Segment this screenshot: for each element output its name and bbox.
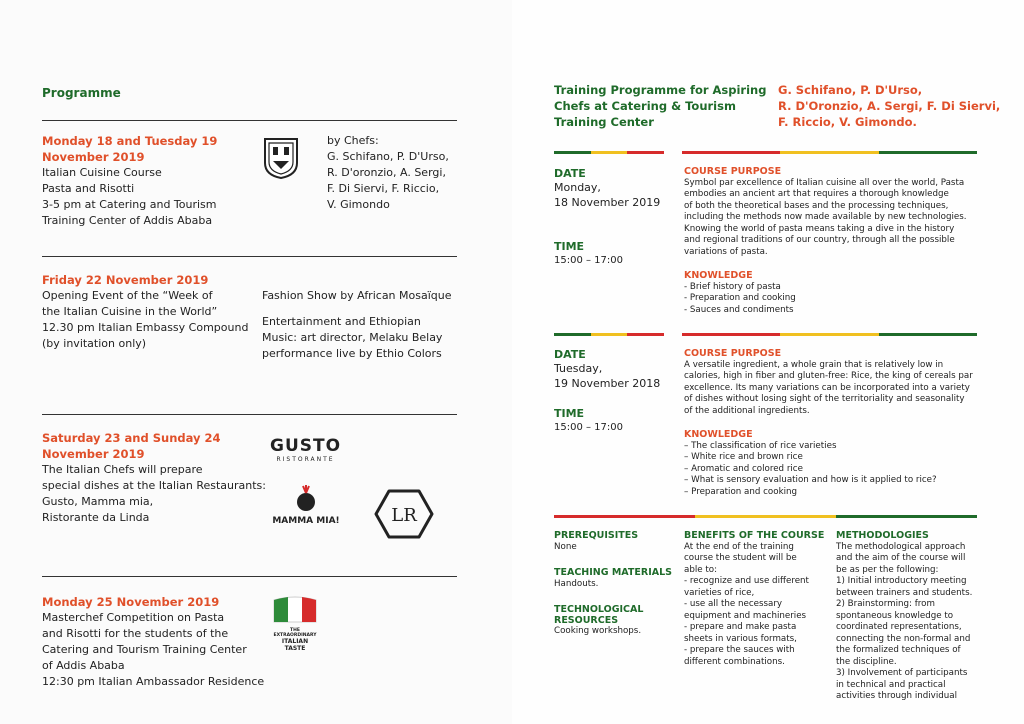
title-line: Training Programme for Aspiring bbox=[554, 83, 767, 97]
italian-flag-icon bbox=[272, 594, 318, 624]
purpose-line: including the methods now made available by new technologies. bbox=[684, 212, 967, 222]
tricolor-bar bbox=[554, 515, 977, 518]
event-date: Saturday 23 and Sunday 24 bbox=[42, 431, 221, 445]
event-line: Italian Cuisine Course bbox=[42, 166, 162, 179]
session-2-when bbox=[554, 348, 674, 435]
methodologies-label: METHODOLOGIES bbox=[836, 530, 929, 541]
linda-logo bbox=[374, 488, 434, 544]
session-date: 18 November 2019 bbox=[554, 196, 661, 209]
tricolor-bar bbox=[554, 151, 664, 154]
benefit-line: varieties of rice, bbox=[684, 587, 755, 598]
event-line: the Italian Cuisine in the World” bbox=[42, 305, 218, 318]
course-purpose-label: COURSE PURPOSE bbox=[684, 348, 782, 359]
date-label: DATE bbox=[554, 167, 586, 180]
tricolor-bar bbox=[554, 333, 664, 336]
method-line: the discipline. bbox=[836, 656, 897, 667]
requirements-column bbox=[554, 530, 672, 638]
time-label: TIME bbox=[554, 240, 585, 253]
time-label: TIME bbox=[554, 407, 585, 420]
divider bbox=[42, 256, 457, 257]
event-line: special dishes at the Italian Restaurants: bbox=[42, 479, 266, 492]
purpose-line: excellence. Its many variations can be incorporated into a variety bbox=[684, 382, 970, 393]
purpose-line: Symbol par excellence of Italian cuisine all over the world, Pasta bbox=[684, 177, 965, 188]
knowledge-item: - Sauces and condiments bbox=[684, 304, 794, 315]
method-line: be as per the following: bbox=[836, 564, 939, 575]
purpose-line: calories, high in fiber and gluten-free: Rice, the king of cereals par bbox=[684, 371, 973, 381]
event-2 bbox=[42, 272, 267, 352]
date-label: DATE bbox=[554, 348, 586, 361]
training-title bbox=[554, 82, 766, 130]
session-time: 15:00 – 17:00 bbox=[554, 255, 623, 266]
chefs-line: G. Schifano, P. D'Urso, bbox=[778, 83, 923, 97]
chef-line: R. D'oronzio, A. Sergi, bbox=[327, 166, 446, 179]
event-date: November 2019 bbox=[42, 150, 145, 164]
course-purpose-label: COURSE PURPOSE bbox=[684, 166, 782, 177]
benefit-line: equipment and machineries bbox=[684, 610, 807, 621]
spacer bbox=[262, 304, 472, 314]
event-side-line: Music: art director, Melaku Belay bbox=[262, 331, 443, 344]
linda-logo-text: LR bbox=[391, 505, 417, 526]
event-1-chefs bbox=[327, 133, 497, 213]
benefits-column bbox=[684, 530, 829, 668]
gusto-logo-text: GUSTO bbox=[270, 436, 342, 456]
event-line: and Risotti for the students of the bbox=[42, 627, 229, 640]
knowledge-item: - Preparation and cooking bbox=[684, 293, 796, 303]
chefs-list bbox=[778, 82, 1000, 130]
purpose-line: Knowing the world of pasta means taking a dive in the history bbox=[684, 223, 955, 234]
method-line: 2) Brainstorming: from bbox=[836, 599, 935, 609]
event-2-side bbox=[262, 288, 472, 362]
event-line: 12:30 pm Italian Ambassador Residence bbox=[42, 675, 265, 688]
chefs-line: F. Riccio, V. Gimondo. bbox=[778, 115, 917, 129]
knowledge-item: - Brief history of pasta bbox=[684, 281, 781, 292]
session-2-details bbox=[684, 348, 984, 498]
tech-resources-value: Cooking workshops. bbox=[554, 626, 642, 636]
event-line: Training Center of Addis Ababa bbox=[42, 214, 213, 227]
event-line: (by invitation only) bbox=[42, 337, 147, 350]
method-line: connecting the non-formal and bbox=[836, 633, 971, 644]
right-page bbox=[512, 0, 1024, 724]
event-line: Pasta and Risotti bbox=[42, 182, 135, 195]
event-line: Gusto, Mamma mia, bbox=[42, 495, 154, 508]
method-line: 3) Involvement of participants bbox=[836, 668, 968, 678]
knowledge-label: KNOWLEDGE bbox=[684, 270, 753, 281]
method-line: and the aim of the course will bbox=[836, 553, 966, 563]
event-1 bbox=[42, 133, 262, 229]
teaching-materials-value: Handouts. bbox=[554, 578, 599, 589]
purpose-line: and regional traditions of our country, through all the possible bbox=[684, 235, 955, 245]
tech-label-line: TECHNOLOGICAL bbox=[554, 604, 644, 615]
method-line: the formalized techniques of bbox=[836, 645, 961, 655]
benefit-line: different combinations. bbox=[684, 656, 785, 667]
teaching-materials-label: TEACHING MATERIALS bbox=[554, 567, 672, 578]
benefit-line: course the student will be bbox=[684, 553, 797, 563]
event-side-line: performance live by Ethio Colors bbox=[262, 347, 442, 360]
method-line: The methodological approach bbox=[836, 541, 966, 552]
programme-heading: Programme bbox=[42, 86, 121, 100]
italian-taste-top: THE EXTRAORDINARY bbox=[273, 628, 317, 638]
method-line: activities through individual bbox=[836, 691, 957, 701]
session-1-details bbox=[684, 166, 984, 316]
tricolor-bar bbox=[682, 333, 977, 336]
tech-resources-label bbox=[554, 604, 672, 626]
event-line: Catering and Tourism Training Center bbox=[42, 643, 247, 656]
mamma-mia-text: MAMMA MIA! bbox=[272, 516, 340, 526]
knowledge-item: – What is sensory evaluation and how is it applied to rice? bbox=[684, 475, 937, 485]
purpose-line: of dishes without losing sight of the territoriality and seasonality bbox=[684, 394, 965, 404]
divider bbox=[42, 414, 457, 415]
chef-line: V. Gimondo bbox=[327, 198, 390, 211]
knowledge-item: – Preparation and cooking bbox=[684, 486, 798, 497]
italian-taste-logo bbox=[271, 594, 319, 652]
event-4 bbox=[42, 594, 282, 690]
event-line: 3-5 pm at Catering and Tourism bbox=[42, 198, 217, 211]
benefit-line: - prepare the sauces with bbox=[684, 645, 795, 655]
event-side-line: Entertainment and Ethiopian bbox=[262, 315, 421, 328]
event-side-line: Fashion Show by African Mosaïque bbox=[262, 289, 452, 302]
session-date: 19 November 2018 bbox=[554, 377, 661, 390]
session-1-when bbox=[554, 167, 674, 268]
methodologies-column bbox=[836, 530, 986, 703]
method-line: spontaneous knowledge to bbox=[836, 610, 954, 621]
knowledge-item: – Aromatic and colored rice bbox=[684, 463, 803, 474]
gusto-logo-sub: RISTORANTE bbox=[276, 456, 335, 463]
school-crest-icon bbox=[263, 137, 299, 183]
chefs-line: R. D'Oronzio, A. Sergi, F. Di Siervi, bbox=[778, 99, 1001, 113]
prerequisites-label: PREREQUISITES bbox=[554, 530, 639, 541]
event-date: Monday 25 November 2019 bbox=[42, 595, 220, 609]
event-date: Friday 22 November 2019 bbox=[42, 273, 209, 287]
benefit-line: - use all the necessary bbox=[684, 599, 783, 609]
event-3 bbox=[42, 430, 272, 526]
benefit-line: sheets in various formats, bbox=[684, 633, 797, 644]
session-date: Tuesday, bbox=[554, 362, 603, 375]
tech-label-line: RESOURCES bbox=[554, 615, 619, 626]
method-line: coordinated representations, bbox=[836, 622, 962, 632]
knowledge-label: KNOWLEDGE bbox=[684, 429, 753, 440]
method-line: 1) Initial introductory meeting bbox=[836, 576, 967, 586]
mamma-mia-logo bbox=[270, 484, 342, 526]
benefit-line: able to: bbox=[684, 564, 718, 575]
method-line: between trainers and students. bbox=[836, 587, 973, 598]
purpose-line: A versatile ingredient, a whole grain that is relatively low in bbox=[684, 359, 944, 370]
knowledge-item: – The classification of rice varieties bbox=[684, 440, 837, 451]
purpose-line: of both the theoretical bases and the processing techniques, bbox=[684, 200, 949, 211]
prerequisites-value: None bbox=[554, 541, 577, 552]
chef-line: by Chefs: bbox=[327, 134, 379, 147]
event-line: Ristorante da Linda bbox=[42, 511, 150, 524]
title-line: Training Center bbox=[554, 115, 654, 129]
purpose-line: variations of pasta. bbox=[684, 246, 768, 257]
tricolor-bar bbox=[682, 151, 977, 154]
divider bbox=[42, 576, 457, 577]
benefit-line: At the end of the training bbox=[684, 541, 794, 552]
purpose-line: embodies an ancient art that requires a thorough knowledge bbox=[684, 189, 949, 199]
event-line: The Italian Chefs will prepare bbox=[42, 463, 203, 476]
session-time: 15:00 – 17:00 bbox=[554, 422, 623, 433]
benefit-line: - recognize and use different bbox=[684, 576, 809, 586]
knowledge-item: – White rice and brown rice bbox=[684, 452, 803, 462]
event-line: Masterchef Competition on Pasta bbox=[42, 611, 225, 624]
event-date: Monday 18 and Tuesday 19 bbox=[42, 134, 218, 148]
event-line: of Addis Ababa bbox=[42, 659, 125, 672]
title-line: Chefs at Catering & Tourism bbox=[554, 99, 736, 113]
italian-taste-bottom: ITALIAN TASTE bbox=[281, 638, 309, 652]
divider bbox=[42, 120, 457, 121]
event-date: November 2019 bbox=[42, 447, 145, 461]
chef-line: F. Di Siervi, F. Riccio, bbox=[327, 182, 440, 195]
event-line: 12.30 pm Italian Embassy Compound bbox=[42, 321, 249, 334]
benefit-line: - prepare and make pasta bbox=[684, 622, 797, 632]
method-line: in technical and practical bbox=[836, 679, 946, 690]
tomato-icon bbox=[291, 484, 321, 512]
benefits-label: BENEFITS OF THE COURSE bbox=[684, 530, 825, 541]
chef-line: G. Schifano, P. D'Urso, bbox=[327, 150, 449, 163]
session-date: Monday, bbox=[554, 181, 601, 194]
gusto-logo bbox=[270, 436, 341, 463]
purpose-line: of the additional ingredients. bbox=[684, 405, 810, 416]
event-line: Opening Event of the “Week of bbox=[42, 289, 213, 302]
